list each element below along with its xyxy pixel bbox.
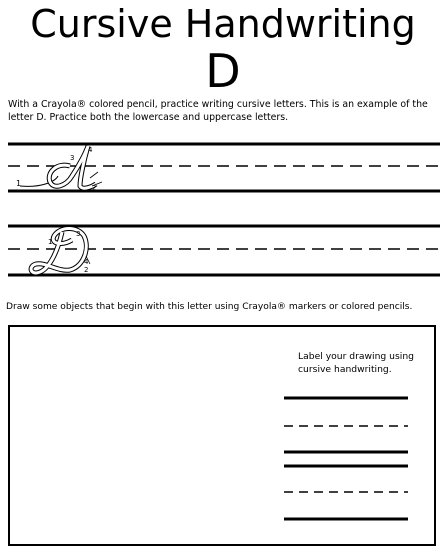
stroke-number: 2 xyxy=(92,184,97,192)
stroke-number: 1 xyxy=(48,238,53,246)
stroke-number: 2 xyxy=(84,266,89,274)
stroke-number: 4 xyxy=(84,258,89,266)
drawing-instructions: Draw some objects that begin with this letter using Crayola® markers or colored pencils. xyxy=(6,302,413,312)
intro-instructions: With a Crayola® colored pencil, practice writing cursive letters. This is an example of the letter D. Practice both the lowercase and uppercase letters. xyxy=(8,99,428,123)
stroke-number: 1 xyxy=(16,179,22,188)
featured-letter: D xyxy=(205,44,241,98)
page-title: Cursive Handwriting xyxy=(30,2,416,46)
stroke-number: 3 xyxy=(70,154,75,162)
stroke-number: 3 xyxy=(76,230,81,238)
stroke-number: 4 xyxy=(88,146,93,154)
label-instructions: Label your drawing using cursive handwriting. xyxy=(298,351,414,375)
